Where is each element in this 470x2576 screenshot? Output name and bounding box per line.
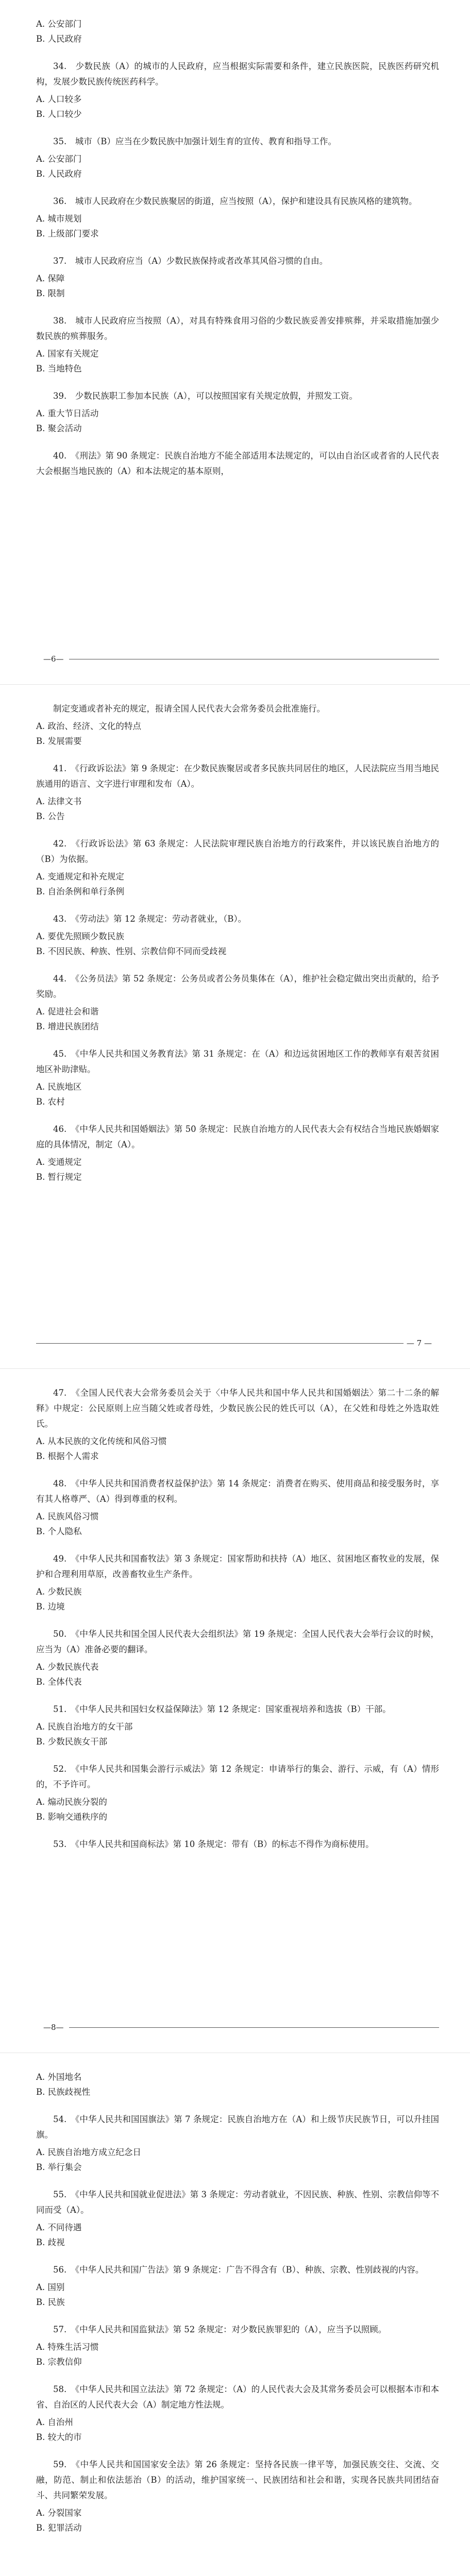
- question-stem: 59. 《中华人民共和国国家安全法》第 26 条规定：坚持各民族一律平等，加强民族交往、交流、交融，防范、制止和依法惩治（B）的活动，维护国家统一、民族团结和社会和谐，实现各民族共同团结奋斗、共同繁荣发展。: [36, 2460, 439, 2500]
- answer-option: A. 人口较多: [36, 94, 82, 104]
- answer-option: A. 国别: [36, 2282, 65, 2292]
- answer-option: A. 分裂国家: [36, 2508, 82, 2518]
- question-stem: 58. 《中华人民共和国立法法》第 72 条规定：（A）的人民代表大会及其常务委员会可以根据本市和本省、自治区的人民代表大会（A）制定地方性法规。: [36, 2384, 439, 2410]
- page-number: — 7 —: [404, 1337, 435, 1349]
- footer-rule: [36, 1343, 406, 1344]
- answer-option: A. 政治、经济、文化的特点: [36, 721, 141, 731]
- answer-option: A. 城市规划: [36, 214, 82, 224]
- answer-option: A. 变通规定和补充规定: [36, 872, 124, 882]
- document-page: [0, 2053, 470, 2576]
- question-stem: 46. 《中华人民共和国婚姻法》第 50 条规定：民族自治地方的人民代表大会有权结合当地民族婚姻家庭的具体情况，制定（A）。: [36, 1124, 439, 1149]
- question-stem: 39. 少数民族职工参加本民族（A），可以按照国家有关规定放假，并照发工资。: [53, 391, 358, 401]
- question-stem: 52. 《中华人民共和国集会游行示威法》第 12 条规定：申请举行的集会、游行、示威，有（A）情形的，不予许可。: [36, 1764, 439, 1789]
- answer-option: A. 不同待遇: [36, 2223, 82, 2232]
- question-stem: 35. 城市（B）应当在少数民族中加强计划生育的宣传、教育和指导工作。: [53, 137, 337, 146]
- question-block: [36, 313, 439, 376]
- answer-option: B. 影响交通秩序的: [36, 1812, 108, 1822]
- answer-option: B. 公告: [36, 811, 65, 821]
- page-footer: [36, 653, 439, 666]
- page-footer: [36, 2022, 439, 2034]
- question-block: [36, 2322, 439, 2369]
- answer-option: A. 少数民族代表: [36, 1662, 99, 1672]
- answer-option: A. 自治州: [36, 2417, 73, 2427]
- answer-option: B. 宗教信仰: [36, 2357, 82, 2367]
- answer-option: A. 保障: [36, 274, 65, 283]
- question-block: [36, 59, 439, 122]
- answer-option: B. 歧视: [36, 2238, 65, 2247]
- answer-option: B. 不因民族、种族、性别、宗教信仰不同而受歧视: [36, 946, 227, 956]
- question-block: [36, 2187, 439, 2250]
- question-block: [36, 1837, 439, 1852]
- document-page: [0, 1368, 470, 2053]
- answer-option: B. 上级部门要求: [36, 229, 99, 239]
- answer-option: B. 民族歧视性: [36, 2087, 91, 2097]
- question-block: [36, 2457, 439, 2535]
- answer-option: B. 少数民族女干部: [36, 1737, 108, 1747]
- answer-option: B. 边境: [36, 1602, 65, 1612]
- answer-option: B. 全体代表: [36, 1677, 82, 1687]
- question-block: [36, 16, 439, 46]
- footer-rule: [69, 2027, 439, 2028]
- answer-option: B. 聚会活动: [36, 423, 82, 433]
- question-block: [36, 971, 439, 1034]
- question-stem: 41. 《行政诉讼法》第 9 条规定：在少数民族聚居或者多民族共同居住的地区，人民法院应当用当地民族通用的语言、文字进行审理和发布（A）。: [36, 764, 439, 789]
- question-stem: 40. 《刑法》第 90 条规定：民族自治地方不能全部适用本法规定的，可以由自治区或者省的人民代表大会根据当地民族的（A）和本法规定的基本原则，: [36, 451, 439, 476]
- question-block: [36, 1385, 439, 1464]
- question-stem: 49. 《中华人民共和国畜牧法》第 3 条规定：国家帮助和扶持（A）地区、贫困地区畜牧业的发展，保护和合理利用草原，改善畜牧业生产条件。: [36, 1554, 439, 1579]
- page-number: —6—: [40, 653, 67, 665]
- question-stem: 53. 《中华人民共和国商标法》第 10 条规定：带有（B）的标志不得作为商标使用。: [53, 1839, 374, 1849]
- question-block: [36, 911, 439, 959]
- document-page: [0, 684, 470, 1368]
- question-block: [36, 1626, 439, 1689]
- question-stem: 51. 《中华人民共和国妇女权益保障法》第 12 条规定：国家重视培养和选拔（B）干部。: [53, 1704, 391, 1714]
- question-stem: 47. 《全国人民代表大会常务委员会关于〈中华人民共和国中华人民共和国婚姻法〉第二十二条的解释》中规定：公民原则上应当随父姓或者母姓，少数民族公民的姓氏可以（A），在父姓和母姓之外选取姓氏。: [36, 1388, 439, 1429]
- answer-option: A. 民族风俗习惯: [36, 1512, 99, 1521]
- page-footer: [36, 1337, 439, 1350]
- question-block: [36, 253, 439, 301]
- answer-option: A. 公安部门: [36, 154, 82, 164]
- question-block: [36, 1046, 439, 1109]
- answer-option: A. 民族地区: [36, 1082, 82, 1092]
- question-stem: 42. 《行政诉讼法》第 63 条规定：人民法院审理民族自治地方的行政案件，并以该民族自治地方的（B）为依据。: [36, 839, 439, 864]
- question-block: [36, 134, 439, 181]
- question-block: [36, 836, 439, 899]
- answer-option: A. 法律文书: [36, 796, 82, 806]
- question-block: [36, 448, 439, 479]
- answer-option: B. 举行集会: [36, 2162, 82, 2172]
- question-block: [36, 1476, 439, 1539]
- question-block: [36, 1761, 439, 1824]
- answer-option: A. 民族自治地方成立纪念日: [36, 2147, 141, 2157]
- answer-option: A. 煽动民族分裂的: [36, 1797, 107, 1807]
- question-block: [36, 2382, 439, 2445]
- question-block: [36, 2262, 439, 2310]
- answer-option: B. 人民政府: [36, 169, 82, 179]
- question-block: [36, 1702, 439, 1749]
- answer-option: A. 重大节日活动: [36, 409, 99, 418]
- answer-option: B. 增进民族团结: [36, 1022, 99, 1031]
- question-stem: 44. 《公务员法》第 52 条规定：公务员或者公务员集体在（A），维护社会稳定做出突出贡献的，给予奖励。: [36, 974, 439, 999]
- page-number: —8—: [40, 2022, 67, 2033]
- question-block: [36, 2112, 439, 2175]
- answer-option: B. 人口较少: [36, 109, 82, 119]
- answer-option: A. 要优先照顾少数民族: [36, 931, 124, 941]
- question-block: [36, 1551, 439, 1614]
- answer-option: B. 民族: [36, 2297, 65, 2307]
- question-block: [36, 1122, 439, 1184]
- answer-option: A. 变通规定: [36, 1157, 82, 1167]
- question-stem: 56. 《中华人民共和国广告法》第 9 条规定：广告不得含有（B）、种族、宗教、性别歧视的内容。: [53, 2265, 424, 2275]
- answer-option: B. 个人隐私: [36, 1527, 82, 1536]
- answer-option: A. 国家有关规定: [36, 349, 99, 359]
- question-stem: 制定变通或者补充的规定，报请全国人民代表大会常务委员会批准施行。: [53, 704, 325, 714]
- question-stem: 37. 城市人民政府应当（A）少数民族保持或者改革其风俗习惯的自由。: [53, 256, 328, 266]
- document-page: [0, 0, 470, 684]
- answer-option: A. 公安部门: [36, 19, 82, 29]
- question-stem: 34. 少数民族（A）的城市的人民政府，应当根据实际需要和条件，建立民族医院，民族医药研究机构，发展少数民族传统医药科学。: [36, 61, 439, 87]
- answer-option: B. 限制: [36, 289, 65, 298]
- answer-option: B. 当地特色: [36, 364, 82, 374]
- answer-option: A. 少数民族: [36, 1587, 82, 1597]
- question-stem: 55. 《中华人民共和国就业促进法》第 3 条规定：劳动者就业，不因民族、种族、性别、宗教信仰等不同而受（A）。: [36, 2190, 439, 2215]
- question-block: [36, 2070, 439, 2099]
- answer-option: B. 犯罪活动: [36, 2523, 82, 2533]
- answer-option: B. 自治条例和单行条例: [36, 887, 125, 896]
- answer-option: B. 根据个人需求: [36, 1451, 99, 1461]
- question-stem: 54. 《中华人民共和国国旗法》第 7 条规定：民族自治地方在（A）和上级节庆民族节日，可以升挂国旗。: [36, 2114, 439, 2140]
- answer-option: A. 从本民族的文化传统和风俗习惯: [36, 1436, 167, 1446]
- answer-option: B. 人民政府: [36, 34, 82, 44]
- question-stem: 48. 《中华人民共和国消费者权益保护法》第 14 条规定：消费者在购买、使用商品和接受服务时，享有其人格尊严、（A）得到尊重的权利。: [36, 1479, 439, 1504]
- answer-option: A. 促进社会和谐: [36, 1007, 99, 1016]
- answer-option: B. 暂行规定: [36, 1172, 82, 1182]
- answer-option: A. 民族自治地方的女干部: [36, 1722, 133, 1732]
- question-stem: 38. 城市人民政府应当按照（A），对具有特殊食用习俗的少数民族妥善安排殡葬，并采取措施加强少数民族的殡葬服务。: [36, 316, 439, 341]
- answer-option: A. 外国地名: [36, 2072, 82, 2082]
- question-block: [36, 388, 439, 436]
- question-stem: 50. 《中华人民共和国全国人民代表大会组织法》第 19 条规定：全国人民代表大会举行会议的时候，应当为（A）准备必要的翻译。: [36, 1629, 439, 1654]
- question-block: [36, 761, 439, 824]
- question-block: [36, 194, 439, 241]
- answer-option: B. 较大的市: [36, 2432, 82, 2442]
- question-stem: 36. 城市人民政府在少数民族聚居的街道，应当按照（A），保护和建设具有民族风格的建筑物。: [53, 196, 417, 206]
- answer-option: A. 特殊生活习惯: [36, 2342, 99, 2352]
- question-stem: 43. 《劳动法》第 12 条规定：劳动者就业，（B）。: [53, 914, 247, 924]
- question-stem: 45. 《中华人民共和国义务教育法》第 31 条规定：在（A）和边远贫困地区工作的教师享有艰苦贫困地区补助津贴。: [36, 1049, 439, 1074]
- question-stem: 57. 《中华人民共和国监狱法》第 52 条规定：对少数民族罪犯的（A），应当予以照顾。: [53, 2325, 387, 2334]
- question-block: [36, 701, 439, 749]
- answer-option: B. 农村: [36, 1097, 65, 1107]
- answer-option: B. 发展需要: [36, 736, 82, 746]
